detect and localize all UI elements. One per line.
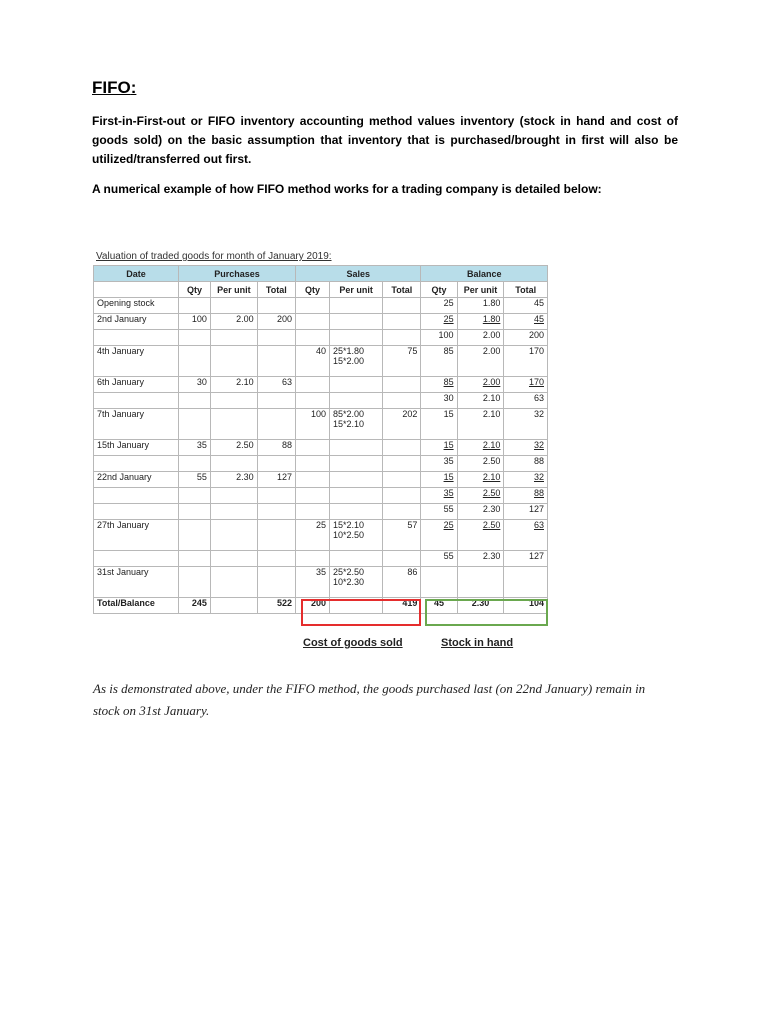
table-row: [94, 488, 548, 504]
conclusion-paragraph: As is demonstrated above, under the FIFO method, the goods purchased last (on 22nd January) remain in stock on 31st January.: [93, 681, 646, 718]
row-value-cell: [179, 520, 211, 551]
row-value-cell: 2.10: [210, 377, 257, 393]
row-value-cell: [257, 393, 295, 409]
heading-colon: :: [130, 78, 137, 97]
row-value-cell: [330, 314, 383, 330]
fifo-valuation-table: [93, 265, 548, 614]
row-value-cell: [330, 393, 383, 409]
table-row: [94, 330, 548, 346]
row-value-cell: [457, 567, 504, 598]
row-date-cell: 31st January: [94, 567, 179, 598]
row-value-cell: 40: [296, 346, 330, 377]
row-value-cell: [210, 456, 257, 472]
row-value-cell: 100: [296, 409, 330, 440]
row-value-cell: 127: [257, 472, 295, 488]
row-value-cell: [210, 504, 257, 520]
sub-header-row: [94, 282, 548, 298]
row-value-cell: [257, 551, 295, 567]
row-value-cell: [296, 440, 330, 456]
sub-header-total: Total: [257, 282, 295, 298]
row-value-cell: [504, 567, 548, 598]
table-row: [94, 409, 548, 440]
table-row: [94, 504, 548, 520]
row-value-cell: [257, 456, 295, 472]
row-value-cell: [383, 456, 421, 472]
row-value-cell: 15: [421, 440, 457, 456]
row-value-cell: [179, 393, 211, 409]
row-value-cell: 55: [179, 472, 211, 488]
row-value-cell: 2.00: [210, 314, 257, 330]
row-value-cell: 2.50: [210, 440, 257, 456]
row-value-cell: [179, 330, 211, 346]
group-header-row: [94, 266, 548, 282]
row-date-cell: 6th January: [94, 377, 179, 393]
row-value-cell: [330, 298, 383, 314]
row-value-cell: 2.10: [457, 440, 504, 456]
row-value-cell: [383, 551, 421, 567]
row-value-cell: 127: [504, 504, 548, 520]
total-value-cell: 200: [296, 598, 330, 614]
row-value-cell: 2.10: [457, 409, 504, 440]
table-row: [94, 551, 548, 567]
row-value-cell: 32: [504, 472, 548, 488]
row-value-cell: 170: [504, 377, 548, 393]
table-row: [94, 456, 548, 472]
row-date-cell: 4th January: [94, 346, 179, 377]
row-value-cell: 2.10: [457, 472, 504, 488]
table-row: [94, 298, 548, 314]
total-value-cell: 45: [421, 598, 457, 614]
row-value-cell: 86: [383, 567, 421, 598]
row-value-cell: 202: [383, 409, 421, 440]
row-value-cell: [257, 504, 295, 520]
sub-header-per-unit: Per unit: [330, 282, 383, 298]
row-value-cell: [383, 488, 421, 504]
row-value-cell: [330, 488, 383, 504]
intro-paragraph: First-in-First-out or FIFO inventory accounting method values inventory (stock in hand and cost of goods sold) on the basic assumption that inventory that is purchased/brought in first will also be utilized/transferred out first.: [92, 114, 678, 166]
row-value-cell: [257, 330, 295, 346]
table-row: [94, 520, 548, 551]
row-value-cell: 100: [179, 314, 211, 330]
total-value-cell: 522: [257, 598, 295, 614]
row-value-cell: 2.30: [210, 472, 257, 488]
row-date-cell: [94, 551, 179, 567]
row-value-cell: [210, 346, 257, 377]
row-value-cell: 2.50: [457, 520, 504, 551]
row-value-cell: [179, 409, 211, 440]
table-row: [94, 393, 548, 409]
row-value-cell: 75: [383, 346, 421, 377]
row-value-cell: 2.00: [457, 377, 504, 393]
row-value-cell: 25*1.80 15*2.00: [330, 346, 383, 377]
row-value-cell: [296, 377, 330, 393]
row-date-cell: 15th January: [94, 440, 179, 456]
row-value-cell: 88: [504, 456, 548, 472]
row-value-cell: 2.50: [457, 488, 504, 504]
row-value-cell: 2.00: [457, 346, 504, 377]
sub-header-qty: Qty: [179, 282, 211, 298]
row-value-cell: 85*2.00 15*2.10: [330, 409, 383, 440]
row-value-cell: [330, 456, 383, 472]
example-paragraph: A numerical example of how FIFO method works for a trading company is detailed below:: [92, 182, 602, 196]
row-value-cell: [210, 488, 257, 504]
header-date: Date: [94, 266, 179, 282]
stock-in-hand-highlight: [425, 599, 548, 626]
table-row: [94, 314, 548, 330]
row-value-cell: [330, 440, 383, 456]
row-value-cell: [296, 504, 330, 520]
header-sales: Sales: [296, 266, 421, 282]
row-value-cell: 55: [421, 504, 457, 520]
row-value-cell: [179, 504, 211, 520]
row-value-cell: 35: [421, 456, 457, 472]
row-value-cell: [383, 504, 421, 520]
row-value-cell: 88: [257, 440, 295, 456]
row-value-cell: [210, 551, 257, 567]
row-value-cell: [179, 346, 211, 377]
row-value-cell: [210, 393, 257, 409]
row-value-cell: 63: [504, 520, 548, 551]
row-value-cell: [296, 456, 330, 472]
row-value-cell: [383, 393, 421, 409]
row-value-cell: [210, 298, 257, 314]
row-value-cell: 15*2.10 10*2.50: [330, 520, 383, 551]
row-value-cell: [296, 393, 330, 409]
row-value-cell: [421, 567, 457, 598]
row-value-cell: 15: [421, 472, 457, 488]
row-value-cell: [383, 314, 421, 330]
row-value-cell: 25: [421, 314, 457, 330]
row-date-cell: 2nd January: [94, 314, 179, 330]
row-value-cell: [210, 409, 257, 440]
heading-text: FIFO: [92, 78, 131, 97]
table-row: [94, 377, 548, 393]
row-value-cell: 2.00: [457, 330, 504, 346]
row-value-cell: [257, 520, 295, 551]
row-value-cell: 2.10: [457, 393, 504, 409]
row-value-cell: 170: [504, 346, 548, 377]
row-value-cell: 88: [504, 488, 548, 504]
row-value-cell: [296, 551, 330, 567]
row-value-cell: [383, 440, 421, 456]
row-value-cell: [257, 409, 295, 440]
cost-of-goods-sold-highlight: [301, 599, 421, 626]
total-label-cell: Total/Balance: [94, 598, 179, 614]
total-value-cell: 245: [179, 598, 211, 614]
row-value-cell: 30: [179, 377, 211, 393]
row-value-cell: 2.30: [457, 551, 504, 567]
row-value-cell: 1.80: [457, 298, 504, 314]
row-value-cell: 25: [421, 298, 457, 314]
row-value-cell: [210, 330, 257, 346]
row-value-cell: 32: [504, 440, 548, 456]
row-value-cell: [330, 504, 383, 520]
row-value-cell: 32: [504, 409, 548, 440]
row-value-cell: [296, 314, 330, 330]
row-value-cell: 200: [504, 330, 548, 346]
total-value-cell: 419: [383, 598, 421, 614]
row-date-cell: [94, 504, 179, 520]
row-date-cell: [94, 393, 179, 409]
row-value-cell: 127: [504, 551, 548, 567]
row-value-cell: [210, 567, 257, 598]
row-value-cell: [257, 567, 295, 598]
row-value-cell: [330, 377, 383, 393]
row-date-cell: 7th January: [94, 409, 179, 440]
sub-header-blank: [94, 282, 179, 298]
total-value-cell: 104: [504, 598, 548, 614]
row-value-cell: 1.80: [457, 314, 504, 330]
header-purchases: Purchases: [179, 266, 296, 282]
row-value-cell: [179, 298, 211, 314]
row-value-cell: 57: [383, 520, 421, 551]
row-value-cell: [383, 298, 421, 314]
table-row: [94, 567, 548, 598]
row-date-cell: 27th January: [94, 520, 179, 551]
row-value-cell: [179, 567, 211, 598]
row-value-cell: [210, 520, 257, 551]
row-date-cell: 22nd January: [94, 472, 179, 488]
row-value-cell: [383, 472, 421, 488]
row-value-cell: [296, 488, 330, 504]
row-value-cell: [330, 472, 383, 488]
row-value-cell: 200: [257, 314, 295, 330]
row-value-cell: 85: [421, 377, 457, 393]
row-value-cell: 63: [257, 377, 295, 393]
row-value-cell: [296, 472, 330, 488]
row-value-cell: 30: [421, 393, 457, 409]
row-value-cell: [257, 346, 295, 377]
row-value-cell: 45: [504, 314, 548, 330]
table-body: [94, 298, 548, 614]
row-value-cell: [257, 298, 295, 314]
row-date-cell: [94, 456, 179, 472]
table-row: [94, 472, 548, 488]
row-value-cell: [179, 551, 211, 567]
stock-in-hand-label: Stock in hand: [441, 637, 514, 649]
row-value-cell: 35: [179, 440, 211, 456]
row-value-cell: [296, 298, 330, 314]
sub-header-qty: Qty: [421, 282, 457, 298]
sub-header-qty: Qty: [296, 282, 330, 298]
sub-header-per-unit: Per unit: [457, 282, 504, 298]
row-value-cell: 2.50: [457, 456, 504, 472]
row-value-cell: [383, 330, 421, 346]
row-value-cell: 85: [421, 346, 457, 377]
row-value-cell: [257, 488, 295, 504]
row-value-cell: 45: [504, 298, 548, 314]
row-value-cell: [330, 330, 383, 346]
cost-of-goods-sold-label: Cost of goods sold: [303, 637, 403, 649]
header-balance: Balance: [421, 266, 548, 282]
total-value-cell: 2.30: [457, 598, 504, 614]
row-value-cell: [179, 488, 211, 504]
sub-header-total: Total: [504, 282, 548, 298]
row-value-cell: 35: [421, 488, 457, 504]
row-date-cell: [94, 488, 179, 504]
row-value-cell: [296, 330, 330, 346]
table-caption: Valuation of traded goods for month of January 2019:: [96, 251, 332, 262]
page-heading: [92, 78, 136, 98]
row-value-cell: 100: [421, 330, 457, 346]
row-value-cell: 25: [421, 520, 457, 551]
row-value-cell: 25*2.50 10*2.30: [330, 567, 383, 598]
row-value-cell: 25: [296, 520, 330, 551]
total-value-cell: [210, 598, 257, 614]
table-row: [94, 440, 548, 456]
row-value-cell: 55: [421, 551, 457, 567]
row-value-cell: [330, 551, 383, 567]
row-date-cell: [94, 330, 179, 346]
row-value-cell: [179, 456, 211, 472]
row-value-cell: 15: [421, 409, 457, 440]
row-date-cell: Opening stock: [94, 298, 179, 314]
row-value-cell: 2.30: [457, 504, 504, 520]
sub-header-per-unit: Per unit: [210, 282, 257, 298]
table-row: [94, 346, 548, 377]
row-value-cell: 35: [296, 567, 330, 598]
sub-header-total: Total: [383, 282, 421, 298]
row-value-cell: 63: [504, 393, 548, 409]
row-value-cell: [383, 377, 421, 393]
